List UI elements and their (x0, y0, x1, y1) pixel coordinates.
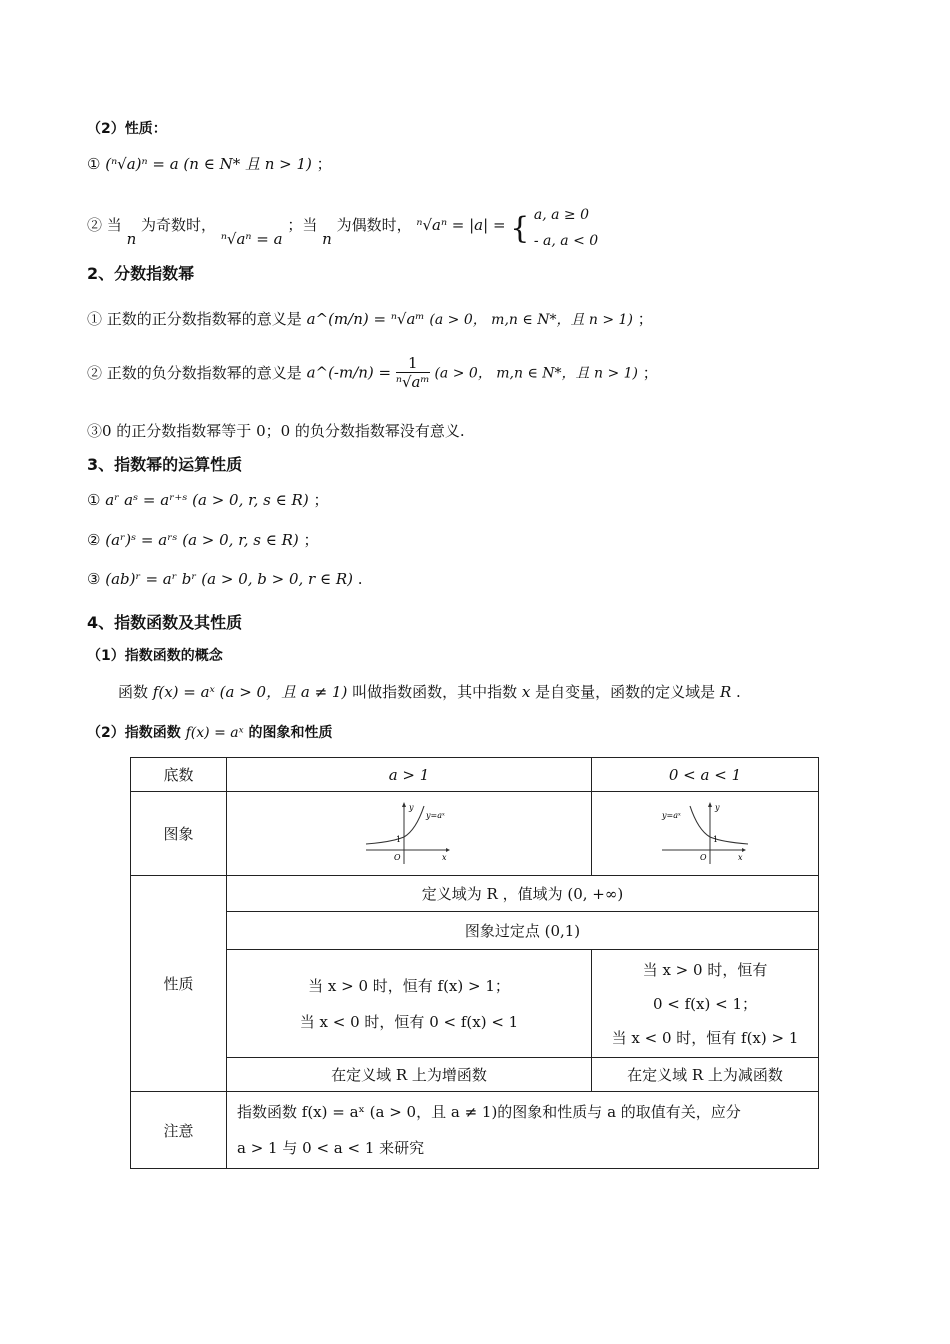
rule-3 (87, 570, 363, 588)
y-label: y (715, 802, 720, 812)
def-t2: 叫做指数函数，其中指数 (352, 683, 518, 701)
rule-2-prefix: ② (87, 531, 101, 549)
def-expr: f(x) = aˣ (a > 0，且 a ≠ 1) (152, 683, 348, 701)
fraction-negative-lhs: a^(-m/n) = (306, 363, 392, 382)
function-heading: 4、指数函数及其性质 (87, 613, 243, 632)
x-arrow-icon (742, 848, 746, 852)
rule-1-prefix: ① (87, 491, 101, 509)
property-2-n2: n (322, 230, 332, 248)
case-1: a, a ≥ 0 (533, 207, 589, 223)
property-heading: （2）性质： (87, 121, 167, 137)
props-mono-right: 在定义域 R 上为减函数 (592, 1058, 819, 1092)
row-behavior (131, 950, 819, 1058)
curve-increasing (366, 806, 424, 844)
def-x: x (521, 683, 531, 701)
fraction-negative (87, 354, 658, 391)
curve-label: y=aˣ (662, 810, 681, 820)
props-left-1: 当 x > 0 时，恒有 f(x) > 1； (308, 976, 510, 995)
origin-label: O (394, 852, 401, 862)
gp-t2: 的图象和性质 (248, 725, 333, 741)
rule-1-expr: aʳ aˢ = aʳ⁺ˢ (a > 0, r, s ∈ R) (105, 491, 309, 509)
note-text (227, 1092, 819, 1169)
x-arrow-icon (446, 848, 450, 852)
row-domain (131, 876, 819, 912)
y-arrow-icon (402, 802, 406, 807)
piecewise-cases (510, 202, 598, 254)
row-base (131, 758, 819, 792)
props-right (592, 950, 819, 1058)
def-t3: 是自变量，函数的定义域是 (535, 683, 716, 701)
rule-2 (87, 529, 319, 550)
x-label: x (442, 852, 447, 862)
rule-1 (87, 489, 328, 510)
fraction-positive-suffix: ； (637, 310, 653, 328)
props-right-1: 当 x > 0 时，恒有 (642, 960, 768, 979)
graph-properties-heading (87, 722, 332, 742)
property-1 (87, 153, 332, 174)
brace-icon: { (510, 210, 530, 246)
props-right-3: 当 x < 0 时，恒有 f(x) > 1 (611, 1028, 799, 1047)
fraction-positive-prefix: ① 正数的正分数指数幂的意义是 (87, 310, 302, 328)
note-text-1: 指数函数 f(x) = aˣ (a > 0，且 a ≠ 1)的图象和性质与 a 的取值有关，应分 (237, 1103, 741, 1121)
base-col1: a > 1 (227, 758, 592, 792)
origin-label: O (700, 852, 707, 862)
gp-t1: （2）指数函数 (87, 725, 181, 741)
row-note (131, 1092, 819, 1169)
fraction-positive (87, 308, 653, 329)
props-mono-left: 在定义域 R 上为增函数 (227, 1058, 592, 1092)
rule-3-prefix: ③ (87, 570, 101, 588)
graph-decreasing-svg (660, 802, 750, 866)
property-2-expr-odd: ⁿ√aⁿ = a (220, 230, 283, 248)
fraction-negative-cond: (a > 0， m,n ∈ N*，且 n > 1) (434, 365, 638, 382)
rule-1-suffix: ； (313, 491, 329, 509)
properties-table (130, 757, 819, 1169)
rule-2-suffix: ； (303, 531, 319, 549)
props-right-2: 0 < f(x) < 1； (652, 994, 757, 1013)
note-label: 注意 (131, 1092, 227, 1169)
function-definition (118, 681, 741, 702)
property-1-prefix: ① (87, 155, 101, 173)
row-graph (131, 792, 819, 876)
fraction-negative-frac (396, 354, 430, 391)
one-label: 1 (713, 834, 719, 844)
y-arrow-icon (708, 802, 712, 807)
base-col2: 0 < a < 1 (592, 758, 819, 792)
props-left-2: 当 x < 0 时，恒有 0 < f(x) < 1 (299, 1012, 519, 1031)
rule-3-expr: (ab)ʳ = aʳ bʳ (a > 0, b > 0, r ∈ R) (105, 570, 354, 588)
property-2-mid: ；当 (287, 216, 318, 234)
props-domain: 定义域为 R ，值域为 (0, +∞) (227, 876, 819, 912)
def-t4: . (736, 683, 741, 701)
fraction-exponent-heading: 2、分数指数幂 (87, 264, 195, 283)
props-left (227, 950, 592, 1058)
property-2 (87, 200, 598, 252)
def-t1: 函数 (118, 683, 149, 701)
x-label: x (738, 852, 743, 862)
gp-expr: f(x) = aˣ (185, 725, 244, 741)
property-1-suffix: ； (316, 155, 332, 173)
curve-label: y=aˣ (426, 810, 445, 820)
fraction-negative-suffix: ； (642, 364, 658, 382)
property-2-expr-even: ⁿ√aⁿ = |a| = (416, 216, 506, 234)
graph-label: 图象 (131, 792, 227, 876)
case-2: - a, a < 0 (533, 233, 599, 249)
graph-increasing-svg (364, 802, 454, 866)
fraction-positive-cond: (a > 0， m,n ∈ N*，且 n > 1) (429, 312, 633, 328)
fraction-numerator: 1 (396, 354, 430, 373)
fraction-positive-expr: a^(m/n) = ⁿ√aᵐ (306, 310, 425, 328)
operation-heading: 3、指数幂的运算性质 (87, 455, 243, 474)
fraction-denominator: ⁿ√aᵐ (395, 373, 430, 391)
property-2-prefix: ② 当 (87, 216, 122, 234)
y-label: y (409, 802, 414, 812)
graph-increasing (227, 792, 592, 876)
property-2-odd: 为奇数时， (141, 216, 217, 234)
fraction-negative-prefix: ② 正数的负分数指数幂的意义是 (87, 364, 302, 382)
props-point: 图象过定点 (0,1) (227, 912, 819, 950)
graph-decreasing (592, 792, 819, 876)
row-point (131, 912, 819, 950)
property-2-even: 为偶数时， (336, 216, 412, 234)
property-1-expr: (ⁿ√a)ⁿ = a (n ∈ N* 且 n > 1) (105, 155, 312, 173)
note-text-2: a > 1 与 0 < a < 1 来研究 (237, 1139, 425, 1157)
property-2-n1: n (126, 230, 137, 248)
function-concept-heading: （1）指数函数的概念 (87, 648, 223, 664)
def-R: R (719, 683, 732, 701)
row-monotonic (131, 1058, 819, 1092)
props-label: 性质 (131, 876, 227, 1092)
one-label: 1 (396, 834, 402, 844)
rule-3-suffix: . (357, 570, 363, 588)
base-label: 底数 (131, 758, 227, 792)
fraction-zero-note: ③0 的正分数指数幂等于 0；0 的负分数指数幂没有意义. (87, 422, 465, 440)
rule-2-expr: (aʳ)ˢ = aʳˢ (a > 0, r, s ∈ R) (105, 531, 299, 549)
